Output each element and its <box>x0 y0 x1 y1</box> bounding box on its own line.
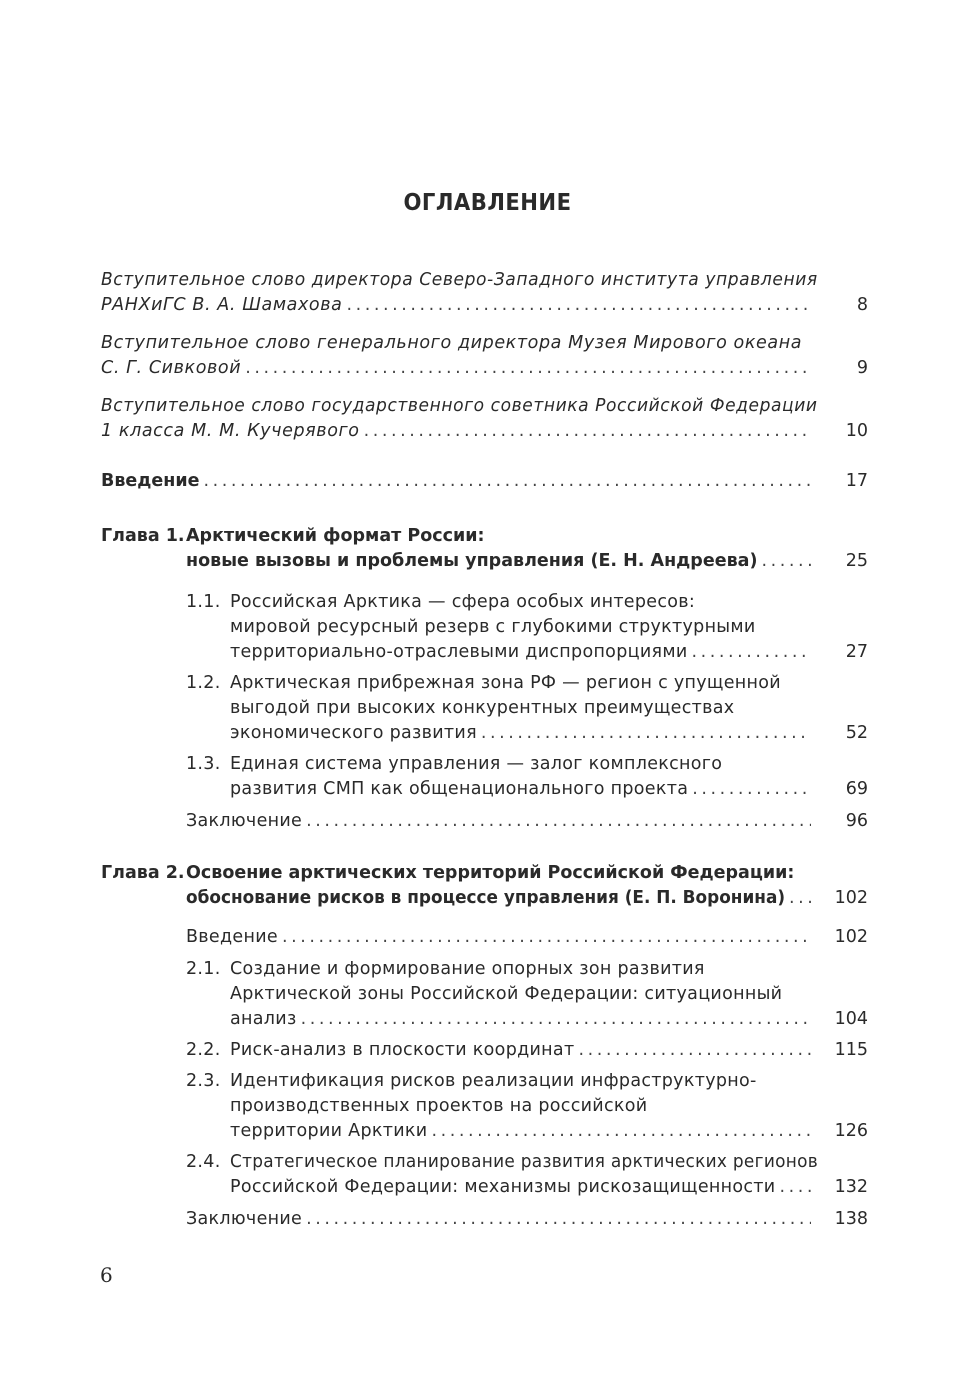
leader-dots <box>692 777 811 801</box>
section-1-1-line3: территориально-отраслевыми диспропорциями <box>230 642 688 662</box>
leader-dots <box>204 469 811 493</box>
leader-dots <box>301 1007 811 1031</box>
section-1-1-line2: мировой ресурсный резерв с глубокими структурными <box>230 617 756 637</box>
page-ref: 96 <box>845 811 868 831</box>
page-ref: 132 <box>834 1177 868 1197</box>
toc-entry-chapter-2-introduction[interactable] <box>186 925 815 949</box>
page-ref: 104 <box>834 1009 868 1029</box>
leader-dots <box>306 1207 811 1231</box>
toc-entry-intro-3[interactable] <box>101 419 815 443</box>
chapter-1-label: Глава 1. <box>101 526 185 546</box>
section-2-4-line1: Стратегическое планирование развития арктических регионов <box>230 1152 819 1172</box>
page-ref: 17 <box>845 471 868 491</box>
page-ref: 69 <box>845 779 868 799</box>
leader-dots <box>431 1119 811 1143</box>
toc-entry-label: Заключение <box>186 1209 303 1229</box>
section-1-2-line2: выгодой при высоких конкурентных преимуществах <box>230 698 735 718</box>
section-2-3-line3: территории Арктики <box>230 1121 428 1141</box>
section-number: 1.3. <box>186 754 221 774</box>
section-1-3-line1: Единая система управления — залог комплексного <box>230 754 723 774</box>
toc-entry-section-2-3[interactable] <box>230 1119 815 1143</box>
leader-dots <box>692 640 812 664</box>
toc-entry-section-1-2[interactable] <box>230 721 815 745</box>
leader-dots <box>789 886 811 910</box>
section-2-4-line2: Российской Федерации: механизмы рискозащищенности <box>230 1177 776 1197</box>
chapter-1-title-line2: новые вызовы и проблемы управления (Е. Н. Андреева) <box>186 551 758 571</box>
leader-dots <box>245 356 811 380</box>
page-ref: 102 <box>834 888 868 908</box>
toc-entry-chapter-1-conclusion[interactable] <box>186 809 815 833</box>
chapter-1-title-line1: Арктический формат России: <box>186 526 485 546</box>
page-ref: 27 <box>845 642 868 662</box>
toc-entry-section-2-2[interactable] <box>230 1038 815 1062</box>
chapter-2-label: Глава 2. <box>101 863 185 883</box>
toc-entry-intro-1-line1: Вступительное слово директора Северо-Западного института управления <box>101 270 818 290</box>
toc-entry-intro-2-line2: С. Г. Сивковой <box>101 358 242 378</box>
section-2-1-line2: Арктической зоны Российской Федерации: ситуационный <box>230 984 783 1004</box>
toc-entry-label: Заключение <box>186 811 303 831</box>
section-number: 2.3. <box>186 1071 221 1091</box>
leader-dots <box>779 1175 811 1199</box>
toc-entry-intro-1[interactable] <box>101 293 815 317</box>
page-ref: 126 <box>834 1121 868 1141</box>
section-number: 1.2. <box>186 673 221 693</box>
toc-entry-intro-2[interactable] <box>101 356 815 380</box>
page-number: 6 <box>100 1263 113 1287</box>
chapter-2-title-line1: Освоение арктических территорий Российской Федерации: <box>186 863 795 883</box>
leader-dots <box>578 1038 811 1062</box>
leader-dots <box>364 419 811 443</box>
toc-entry-intro-3-line1: Вступительное слово государственного советника Российской Федерации <box>101 396 818 416</box>
page-title: ОГЛАВЛЕНИЕ <box>403 190 572 216</box>
section-1-1-line1: Российская Арктика — сфера особых интересов: <box>230 592 696 612</box>
section-1-3-line2: развития СМП как общенационального проекта <box>230 779 689 799</box>
toc-entry-chapter-1[interactable] <box>186 549 815 573</box>
page-ref: 25 <box>845 551 868 571</box>
leader-dots <box>306 809 811 833</box>
toc-entry-section-1-1[interactable] <box>230 640 815 664</box>
section-2-3-line1: Идентификация рисков реализации инфраструктурно- <box>230 1071 757 1091</box>
section-2-3-line2: производственных проектов на российской <box>230 1096 648 1116</box>
section-1-2-line3: экономического развития <box>230 723 477 743</box>
page-ref: 9 <box>856 358 868 378</box>
toc-entry-section-2-4[interactable] <box>230 1175 815 1199</box>
page-ref: 138 <box>834 1209 868 1229</box>
section-1-2-line1: Арктическая прибрежная зона РФ — регион с упущенной <box>230 673 781 693</box>
toc-entry-introduction[interactable] <box>101 469 815 493</box>
leader-dots <box>761 549 811 573</box>
section-number: 2.4. <box>186 1152 221 1172</box>
page-ref: 115 <box>834 1040 868 1060</box>
leader-dots <box>481 721 811 745</box>
toc-entry-intro-1-line2: РАНХиГС В. А. Шамахова <box>101 295 343 315</box>
section-2-1-line1: Создание и формирование опорных зон развития <box>230 959 705 979</box>
toc-entry-intro-3-line2: 1 класса М. М. Кучерявого <box>101 421 360 441</box>
chapter-2-title-line2: обоснование рисков в процессе управления (Е. П. Воронина) <box>186 888 786 908</box>
section-number: 2.1. <box>186 959 221 979</box>
page-ref: 10 <box>845 421 868 441</box>
toc-entry-section-1-3[interactable] <box>230 777 815 801</box>
toc-entry-chapter-2[interactable] <box>186 886 815 910</box>
page-ref: 52 <box>845 723 868 743</box>
toc-entry-label: Введение <box>101 471 200 491</box>
toc-entry-chapter-2-conclusion[interactable] <box>186 1207 815 1231</box>
section-2-2-line1: Риск-анализ в плоскости координат <box>230 1040 575 1060</box>
toc-entry-label: Введение <box>186 927 278 947</box>
leader-dots <box>346 293 811 317</box>
leader-dots <box>282 925 811 949</box>
page-ref: 8 <box>856 295 868 315</box>
section-number: 2.2. <box>186 1040 221 1060</box>
toc-entry-section-2-1[interactable] <box>230 1007 815 1031</box>
page-ref: 102 <box>834 927 868 947</box>
toc-entry-intro-2-line1: Вступительное слово генерального директора Музея Мирового океана <box>101 333 803 353</box>
section-number: 1.1. <box>186 592 221 612</box>
section-2-1-line3: анализ <box>230 1009 297 1029</box>
